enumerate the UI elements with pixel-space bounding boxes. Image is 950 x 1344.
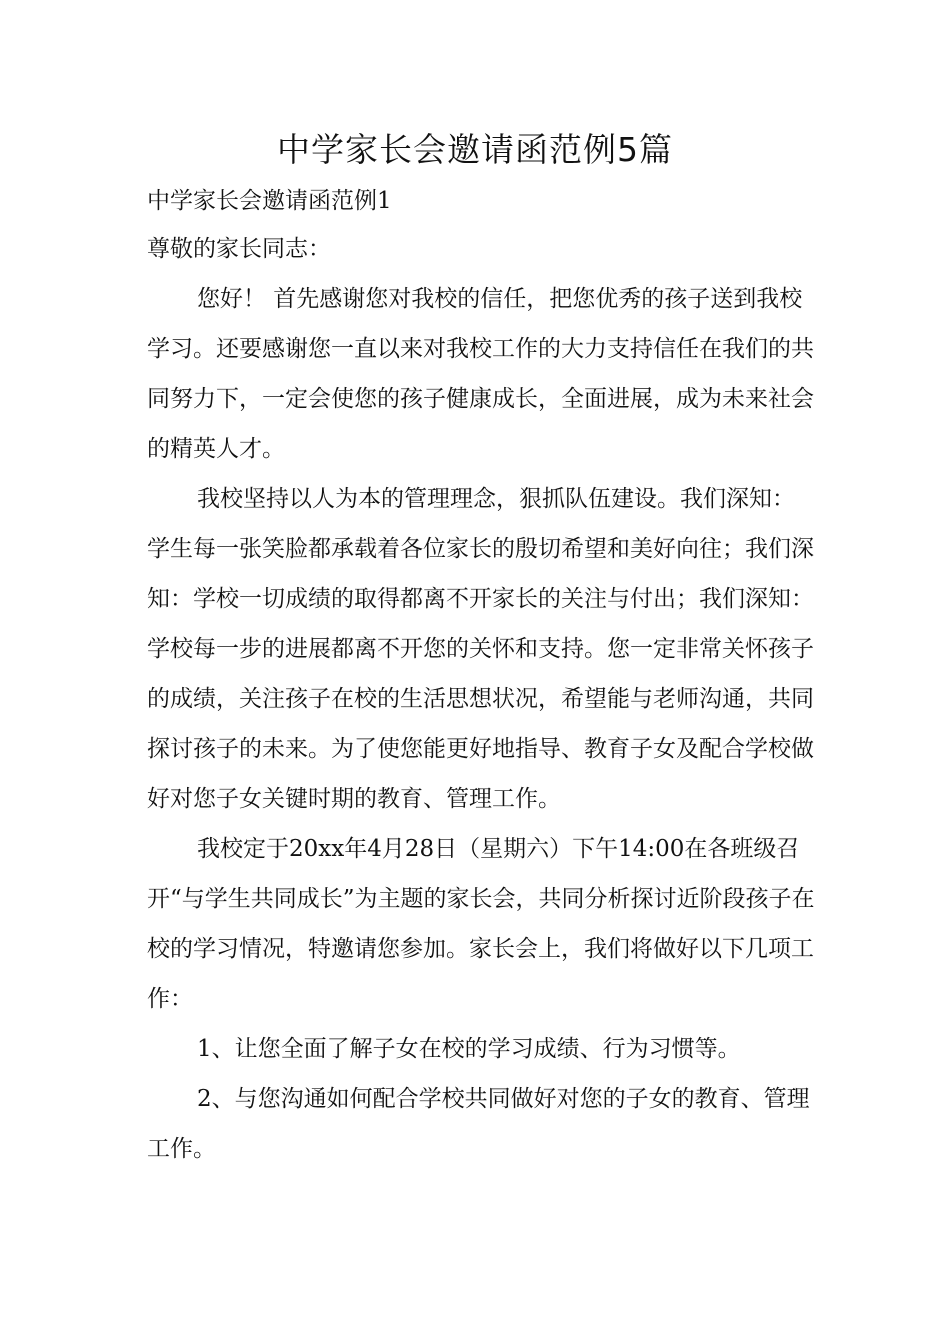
list-item-2: 2、与您沟通如何配合学校共同做好对您的子女的教育、管理工作。 <box>147 1086 810 1162</box>
document-body <box>147 178 817 1174</box>
subheading: 中学家长会邀请函范例1 <box>147 188 392 214</box>
list-item-1: 1、让您全面了解子女在校的学习成绩、行为习惯等。 <box>197 1036 741 1062</box>
salutation: 尊敬的家长同志： <box>147 236 331 262</box>
paragraph-meeting-notice: 我校定于20xx年4月28日（星期六）下午14:00在各班级召开“与学生共同成长”为主题的家长会，共同分析探讨近阶段孩子在校的学习情况，特邀请您参加。家长会上，我们将做好以下几项工作： <box>147 836 815 1012</box>
paragraph-greeting: 您好！ 首先感谢您对我校的信任，把您优秀的孩子送到我校学习。还要感谢您一直以来对我校工作的大力支持信任在我们的共同努力下，一定会使您的孩子健康成长，全面进展，成为未来社会的精英人才。 <box>147 286 814 462</box>
document-title: 中学家长会邀请函范例5篇 <box>277 130 673 169</box>
paragraph-philosophy: 我校坚持以人为本的管理理念，狠抓队伍建设。我们深知：学生每一张笑脸都承载着各位家长的殷切希望和美好向往；我们深知：学校一切成绩的取得都离不开家长的关注与付出；我们深知：学校每一步的进展都离不开您的关怀和支持。您一定非常关怀孩子的成绩，关注孩子在校的生活思想状况，希望能与老师沟通，共同探讨孩子的未来。为了使您能更好地指导、教育子女及配合学校做好对您子女关键时期的教育、管理工作。 <box>147 486 814 812</box>
